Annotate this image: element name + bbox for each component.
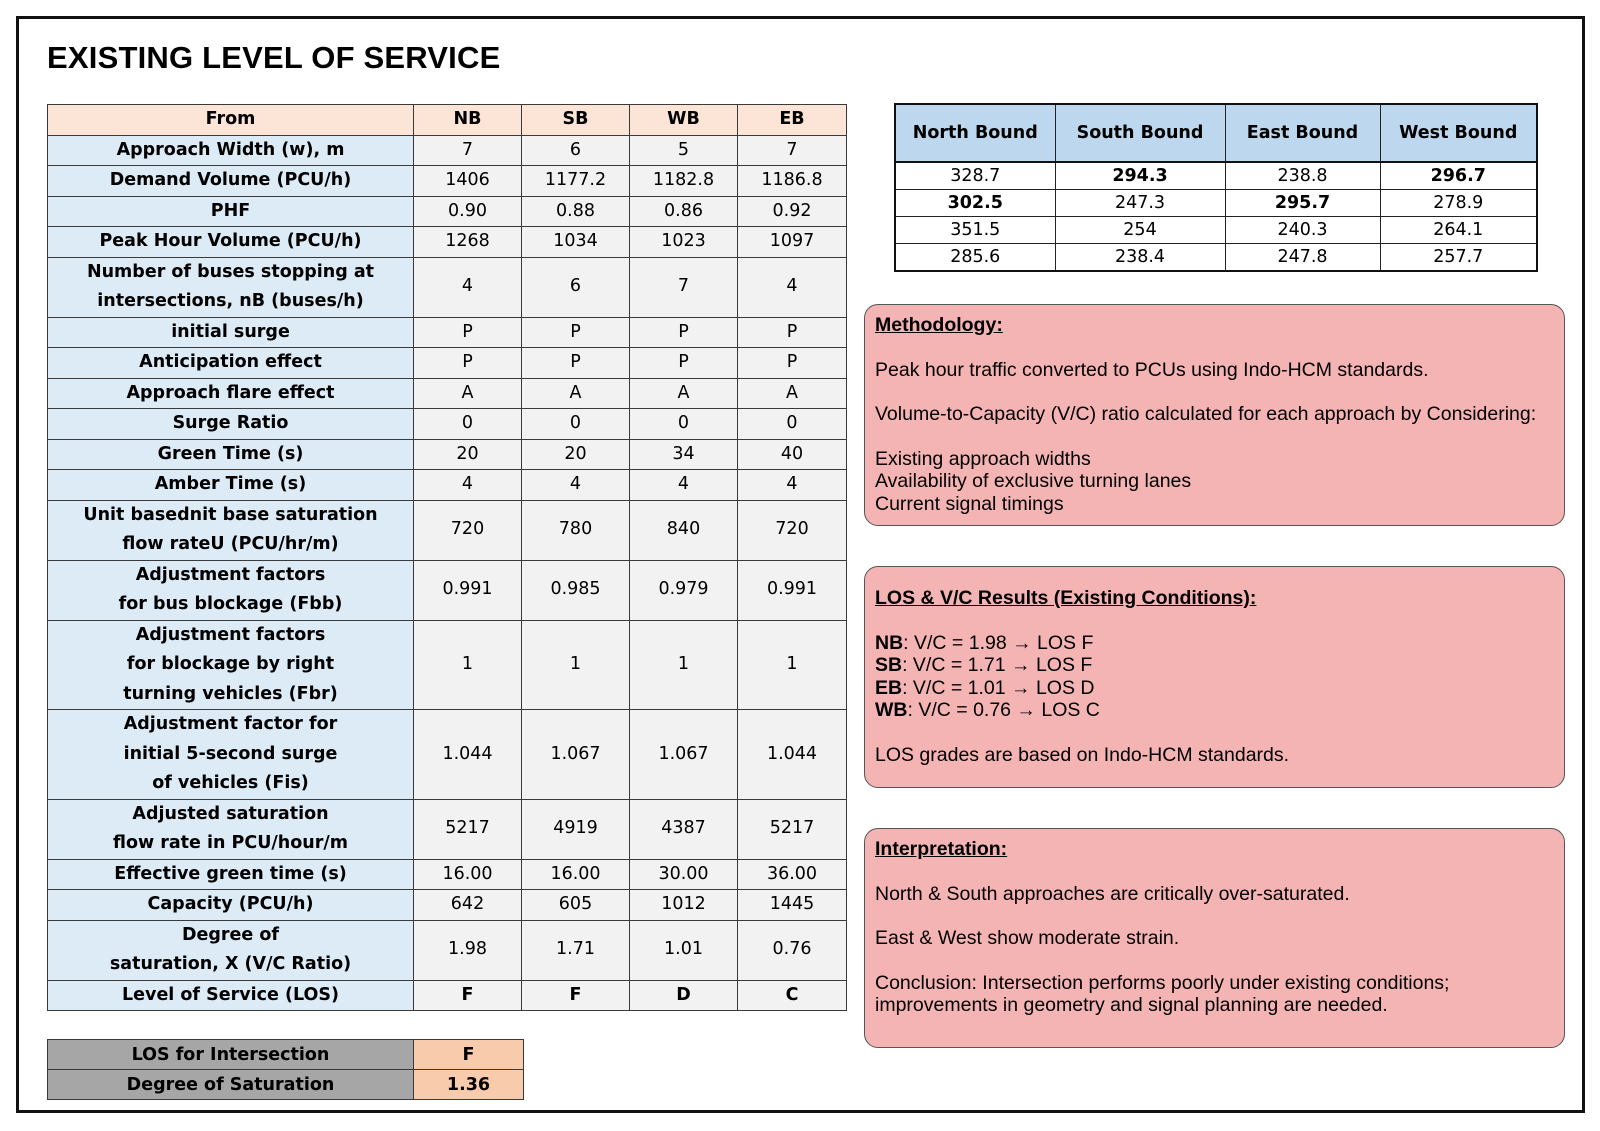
summary-row-los (48, 1040, 524, 1070)
direction-cell: 238.4 (1055, 244, 1225, 272)
summary-row-dos (48, 1070, 524, 1100)
cell-value: 4 (522, 470, 630, 501)
row-label (48, 560, 414, 620)
row-label-line: intersections, nB (buses/h) (97, 291, 364, 311)
direction-cell: 294.3 (1055, 162, 1225, 190)
row-label-line: Surge Ratio (172, 413, 289, 433)
row-label-line: turning vehicles (Fbr) (123, 683, 338, 704)
cell-value: 1.044 (738, 710, 847, 800)
cell-value: 0.991 (738, 560, 847, 620)
header-from: From (48, 105, 414, 136)
cell-value: 7 (630, 257, 738, 317)
row-label-line: Level of Service (LOS) (122, 984, 339, 1005)
cell-value: 0 (522, 409, 630, 440)
result-line-nb (875, 632, 1554, 655)
cell-value: 0.92 (738, 196, 847, 227)
cell-value: 20 (522, 439, 630, 470)
direction-cell: 247.8 (1225, 244, 1380, 272)
cell-value: 4 (414, 257, 522, 317)
result-text: : V/C = 1.71 → LOS F (902, 654, 1093, 676)
table-row (48, 378, 847, 409)
interpretation-heading: Interpretation: (875, 838, 1008, 860)
cell-value: 1.067 (630, 710, 738, 800)
cell-value: 4 (738, 470, 847, 501)
direction-header: East Bound (1225, 104, 1380, 162)
los-intersection-value: F (414, 1040, 524, 1070)
los-intersection-label: LOS for Intersection (48, 1040, 414, 1070)
row-label-line: Adjustment factors (135, 564, 326, 585)
cell-value: A (630, 378, 738, 409)
cell-value: 0.86 (630, 196, 738, 227)
row-label-line: Green Time (s) (157, 443, 304, 464)
cell-value: 1.98 (414, 920, 522, 980)
cell-value: 16.00 (414, 859, 522, 890)
cell-value: P (630, 348, 738, 379)
cell-value: 1012 (630, 890, 738, 921)
cell-value: P (522, 317, 630, 348)
cell-value: F (522, 980, 630, 1011)
cell-value: 720 (414, 500, 522, 560)
table-row (48, 196, 847, 227)
direction-cell: 247.3 (1055, 190, 1225, 217)
direction-header: West Bound (1380, 104, 1537, 162)
cell-value: 20 (414, 439, 522, 470)
row-label (48, 227, 414, 258)
direction-row (895, 244, 1537, 272)
direction-cell: 264.1 (1380, 217, 1537, 244)
cell-value: 6 (522, 257, 630, 317)
row-label-line: Adjusted saturation (132, 803, 329, 824)
result-dir: EB (875, 676, 903, 699)
cell-value: 4 (738, 257, 847, 317)
result-line-wb (875, 699, 1554, 722)
row-label-line: Approach flare effect (126, 382, 335, 403)
cell-value: P (522, 348, 630, 379)
table-row (48, 409, 847, 440)
cell-value: 0.90 (414, 196, 522, 227)
cell-value: 605 (522, 890, 630, 921)
cell-value: 5 (630, 135, 738, 166)
row-label-line: PHF (210, 200, 251, 221)
direction-header: North Bound (895, 104, 1055, 162)
cell-value: 0.88 (522, 196, 630, 227)
cell-value: 1023 (630, 227, 738, 258)
row-label (48, 620, 414, 710)
cell-value: A (738, 378, 847, 409)
cell-value: 4 (630, 470, 738, 501)
header-approach: SB (522, 105, 630, 136)
direction-volume-table (894, 103, 1538, 272)
methodology-item: Availability of exclusive turning lanes (875, 470, 1192, 492)
direction-cell: 254 (1055, 217, 1225, 244)
row-label-line: for blockage by right (126, 654, 335, 674)
cell-value: 36.00 (738, 859, 847, 890)
result-dir: WB (875, 699, 908, 721)
cell-value: 1.01 (630, 920, 738, 980)
cell-value: 1 (414, 620, 522, 710)
table-row (48, 560, 847, 620)
table-row (48, 317, 847, 348)
row-label (48, 317, 414, 348)
row-label (48, 378, 414, 409)
cell-value: 1034 (522, 227, 630, 258)
row-label (48, 348, 414, 379)
table-row (48, 710, 847, 800)
cell-value: 780 (522, 500, 630, 560)
cell-value: 4 (414, 470, 522, 501)
row-label-line: Amber Time (s) (154, 474, 307, 494)
result-text: : V/C = 1.98 → LOS F (903, 631, 1094, 654)
header-approach: NB (414, 105, 522, 136)
row-label (48, 890, 414, 921)
header-approach: EB (738, 105, 847, 136)
direction-cell: 238.8 (1225, 162, 1380, 190)
results-heading: LOS & V/C Results (Existing Conditions): (875, 587, 1257, 609)
direction-row (895, 217, 1537, 244)
direction-cell: 278.9 (1380, 190, 1537, 217)
cell-value: 1 (630, 620, 738, 710)
table-header-row (48, 105, 847, 136)
row-label-line: flow rate in PCU/hour/m (112, 833, 349, 853)
cell-value: 1406 (414, 166, 522, 197)
header-approach: WB (630, 105, 738, 136)
direction-row (895, 190, 1537, 217)
cell-value: P (630, 317, 738, 348)
table-row (48, 920, 847, 980)
table-row (48, 348, 847, 379)
cell-value: 642 (414, 890, 522, 921)
direction-cell: 351.5 (895, 217, 1055, 244)
cell-value: 40 (738, 439, 847, 470)
table-row (48, 620, 847, 710)
cell-value: 0.76 (738, 920, 847, 980)
table-row (48, 135, 847, 166)
row-label-line: Effective green time (s) (114, 863, 347, 884)
result-dir: NB (875, 631, 904, 654)
cell-value: 30.00 (630, 859, 738, 890)
table-row (48, 439, 847, 470)
cell-value: 4387 (630, 799, 738, 859)
cell-value: 0.979 (630, 560, 738, 620)
row-label (48, 799, 414, 859)
interpretation-conclusion: Conclusion: Intersection performs poorly under existing conditions; improvements in geometry and signal planning are needed. (875, 971, 1450, 1016)
cell-value: 720 (738, 500, 847, 560)
interpretation-box (864, 828, 1565, 1048)
row-label-line: initial surge (171, 321, 290, 342)
methodology-heading: Methodology: (875, 314, 1003, 336)
cell-value: 1097 (738, 227, 847, 258)
cell-value: 16.00 (522, 859, 630, 890)
cell-value: P (738, 317, 847, 348)
table-row (48, 859, 847, 890)
cell-value: 0 (414, 409, 522, 440)
result-text: : V/C = 0.76 → LOS C (907, 699, 1100, 721)
direction-cell: 295.7 (1225, 190, 1380, 217)
cell-value: 7 (414, 135, 522, 166)
methodology-text-2: Volume-to-Capacity (V/C) ratio calculated for each approach by Considering: (875, 403, 1537, 425)
cell-value: P (414, 348, 522, 379)
direction-cell: 257.7 (1380, 244, 1537, 272)
methodology-box (864, 304, 1565, 526)
interpretation-text-1: North & South approaches are critically over-saturated. (875, 882, 1350, 905)
cell-value: 4919 (522, 799, 630, 859)
cell-value: 5217 (738, 799, 847, 859)
cell-value: D (630, 980, 738, 1011)
results-note: LOS grades are based on Indo-HCM standards. (875, 743, 1290, 766)
cell-value: 1268 (414, 227, 522, 258)
cell-value: F (414, 980, 522, 1011)
los-calculation-table (47, 104, 847, 1011)
row-label-line: Number of buses stopping at (86, 261, 375, 282)
row-label-line: Approach Width (w), m (116, 139, 345, 160)
cell-value: P (738, 348, 847, 379)
interpretation-text-2: East & West show moderate strain. (875, 927, 1180, 949)
cell-value: 0.991 (414, 560, 522, 620)
row-label (48, 196, 414, 227)
table-row (48, 166, 847, 197)
cell-value: 34 (630, 439, 738, 470)
result-dir: SB (875, 654, 903, 676)
row-label (48, 409, 414, 440)
row-label-line: initial 5-second surge (123, 743, 338, 764)
cell-value: A (522, 378, 630, 409)
row-label-line: Adjustment factors (135, 624, 326, 645)
row-label (48, 920, 414, 980)
row-label-line: of vehicles (Fis) (152, 773, 309, 793)
cell-value: 1.71 (522, 920, 630, 980)
cell-value: 1.044 (414, 710, 522, 800)
table-row (48, 227, 847, 258)
cell-value: P (414, 317, 522, 348)
direction-cell: 285.6 (895, 244, 1055, 272)
row-label-line: Anticipation effect (139, 352, 322, 372)
direction-cell: 328.7 (895, 162, 1055, 190)
intersection-summary-table (47, 1039, 524, 1100)
cell-value: 1.067 (522, 710, 630, 800)
methodology-text-1: Peak hour traffic converted to PCUs using Indo-HCM standards. (875, 358, 1429, 381)
row-label-line: Adjustment factor for (123, 714, 338, 734)
page-title: EXISTING LEVEL OF SERVICE (47, 40, 501, 75)
table-row (48, 890, 847, 921)
row-label-line: saturation, X (V/C Ratio) (109, 954, 352, 974)
table-row (48, 500, 847, 560)
cell-value: 1182.8 (630, 166, 738, 197)
degree-saturation-value: 1.36 (414, 1070, 524, 1100)
result-line-eb (875, 677, 1554, 700)
row-label (48, 470, 414, 501)
row-label (48, 980, 414, 1011)
table-row (48, 470, 847, 501)
cell-value: 0.985 (522, 560, 630, 620)
direction-cell: 240.3 (1225, 217, 1380, 244)
row-label (48, 135, 414, 166)
degree-saturation-label: Degree of Saturation (48, 1070, 414, 1100)
direction-cell: 296.7 (1380, 162, 1537, 190)
row-label-line: for bus blockage (Fbb) (118, 594, 343, 614)
row-label-line: flow rateU (PCU/hr/m) (122, 534, 339, 554)
table-row (48, 799, 847, 859)
row-label (48, 710, 414, 800)
row-label-line: Capacity (PCU/h) (147, 894, 314, 914)
row-label-line: Unit basednit base saturation (83, 504, 378, 525)
row-label (48, 500, 414, 560)
cell-value: 1177.2 (522, 166, 630, 197)
methodology-item: Existing approach widths (875, 447, 1091, 470)
row-label (48, 166, 414, 197)
cell-value: A (414, 378, 522, 409)
results-box (864, 566, 1565, 788)
cell-value: 0 (738, 409, 847, 440)
cell-value: 6 (522, 135, 630, 166)
cell-value: 1186.8 (738, 166, 847, 197)
cell-value: 1 (522, 620, 630, 710)
cell-value: 1445 (738, 890, 847, 921)
cell-value: 5217 (414, 799, 522, 859)
table-row (48, 980, 847, 1011)
cell-value: 7 (738, 135, 847, 166)
methodology-item: Current signal timings (875, 492, 1064, 515)
cell-value: 840 (630, 500, 738, 560)
cell-value: 1 (738, 620, 847, 710)
direction-header-row (895, 104, 1537, 162)
result-line-sb (875, 654, 1554, 677)
table-row (48, 257, 847, 317)
row-label (48, 439, 414, 470)
result-text: : V/C = 1.01 → LOS D (902, 676, 1095, 699)
direction-row (895, 162, 1537, 190)
row-label-line: Degree of (181, 924, 280, 945)
direction-header: South Bound (1055, 104, 1225, 162)
cell-value: C (738, 980, 847, 1011)
row-label-line: Peak Hour Volume (PCU/h) (99, 231, 362, 251)
row-label (48, 859, 414, 890)
row-label-line: Demand Volume (PCU/h) (109, 170, 352, 190)
row-label (48, 257, 414, 317)
cell-value: 0 (630, 409, 738, 440)
direction-cell: 302.5 (895, 190, 1055, 217)
